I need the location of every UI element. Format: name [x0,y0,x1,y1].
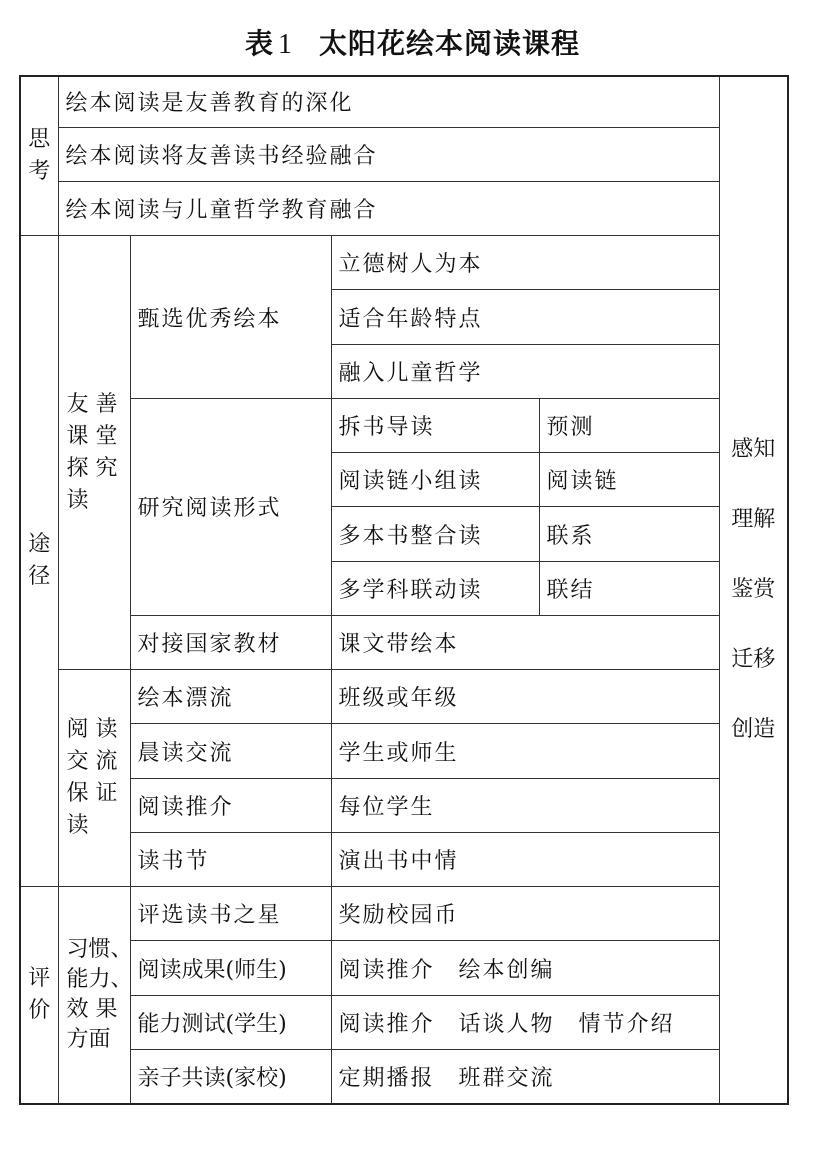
evaluation-item: 亲子共读(家校) [130,1049,331,1104]
exchange-scope: 每位学生 [331,778,719,832]
title-number: 1 [278,29,293,60]
table-row [20,832,788,886]
outcome-item: 感知 [731,437,776,462]
research-focus: 联结 [539,561,719,615]
table-row [20,127,788,181]
table-row [20,615,788,669]
exchange-activity: 阅读推介 [130,778,331,832]
exchange-activity: 绘本漂流 [130,670,331,724]
textbook-value: 课文带绘本 [331,615,719,669]
title-text: 太阳花绘本阅读课程 [319,27,581,60]
research-focus: 阅读链 [539,453,719,507]
table-row [20,778,788,832]
thinking-item: 绘本阅读与儿童哲学教育融合 [58,181,719,235]
table-row [20,76,788,127]
evaluation-item: 评选读书之星 [130,887,331,941]
table-row [20,670,788,724]
course-table [19,75,789,1105]
research-method: 拆书导读 [331,398,539,452]
research-method: 多学科联动读 [331,561,539,615]
category-thinking: 思 考 [20,76,58,236]
exchange-scope: 演出书中情 [331,832,719,886]
evaluation-detail: 阅读推介 绘本创编 [331,941,719,995]
title-prefix: 表 [244,27,274,60]
exchange-scope: 学生或师生 [331,724,719,778]
evaluation-detail: 奖励校园币 [331,887,719,941]
research-form-cell: 研究阅读形式 [130,398,331,615]
table-row [20,236,788,290]
research-method: 多本书整合读 [331,507,539,561]
select-item: 融入儿童哲学 [331,344,719,398]
subcategory-youshan: 友 善 课 堂 探 究 读 [58,236,130,670]
research-method: 阅读链小组读 [331,453,539,507]
outcomes-column [719,76,788,1104]
outcome-item: 鉴赏 [731,577,776,602]
select-item: 立德树人为本 [331,236,719,290]
exchange-activity: 晨读交流 [130,724,331,778]
select-books-cell: 甄选优秀绘本 [130,236,331,399]
exchange-activity: 读书节 [130,832,331,886]
evaluation-detail: 阅读推介 话谈人物 情节介绍 [331,995,719,1049]
category-evaluation: 评 价 [20,887,58,1104]
evaluation-item: 阅读成果(师生) [130,941,331,995]
table-row [20,887,788,941]
research-focus: 预测 [539,398,719,452]
page-title [0,22,825,62]
outcome-item: 理解 [731,507,776,532]
research-focus: 联系 [539,507,719,561]
select-item: 适合年龄特点 [331,290,719,344]
exchange-scope: 班级或年级 [331,670,719,724]
subcategory-evaluation: 习惯、 能力、 效 果 方面 [58,887,130,1104]
table-row [20,995,788,1049]
category-pathway: 途 径 [20,236,58,887]
table-row [20,398,788,452]
outcome-item: 迁移 [731,647,776,672]
outcome-item: 创造 [731,717,776,742]
subcategory-exchange: 阅 读 交 流 保 证 读 [58,670,130,887]
thinking-item: 绘本阅读将友善读书经验融合 [58,127,719,181]
evaluation-item: 能力测试(学生) [130,995,331,1049]
evaluation-detail: 定期播报 班群交流 [331,1049,719,1104]
table-row [20,181,788,235]
table-row [20,941,788,995]
thinking-item: 绘本阅读是友善教育的深化 [58,76,719,127]
textbook-cell: 对接国家教材 [130,615,331,669]
table-row [20,1049,788,1104]
table-row [20,724,788,778]
